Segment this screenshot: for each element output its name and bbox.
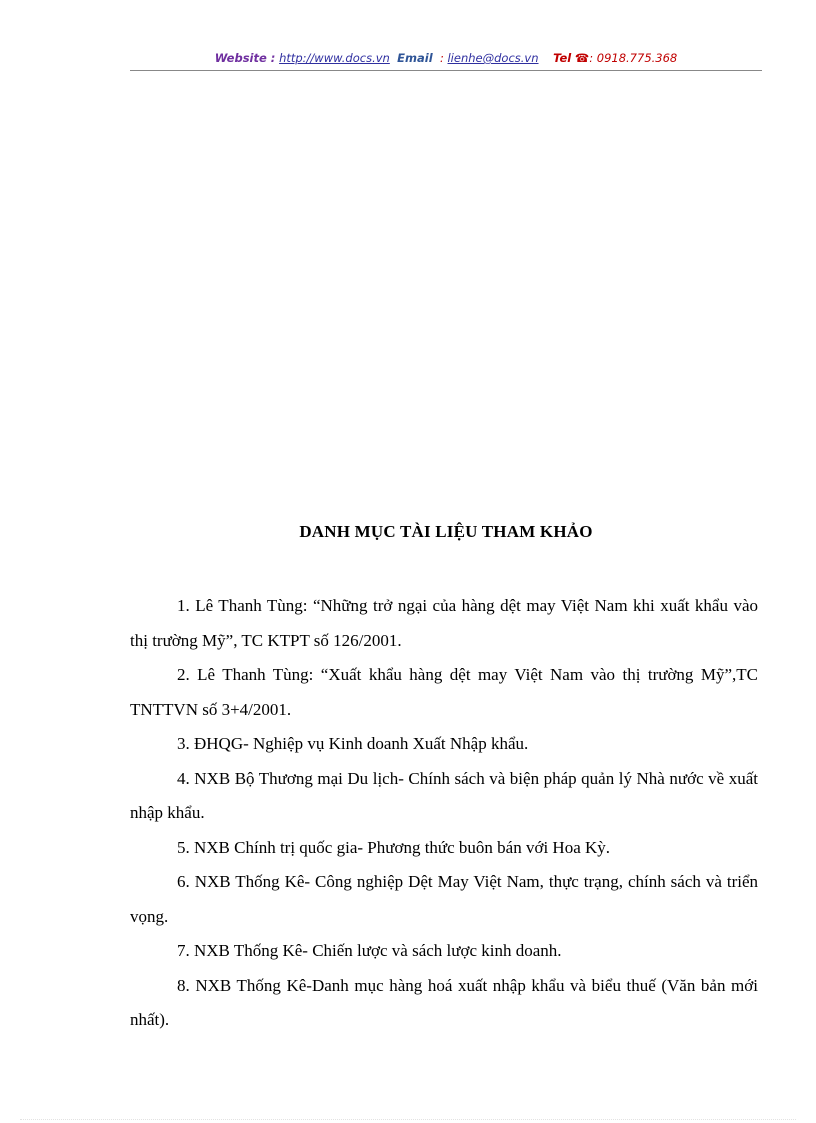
page-title: DANH MỤC TÀI LIỆU THAM KHẢO — [299, 522, 593, 541]
tel-value: : 0918.775.368 — [589, 51, 678, 65]
email-label: Email — [397, 51, 433, 65]
reference-item: 3. ĐHQG- Nghiệp vụ Kinh doanh Xuất Nhập khẩu. — [177, 734, 529, 753]
header-divider — [130, 70, 762, 71]
tel-label: Tel — [553, 51, 572, 65]
reference-item: 7. NXB Thống Kê- Chiến lược và sách lược kinh doanh. — [177, 941, 562, 960]
website-label: Website : — [214, 51, 276, 65]
email-separator: : — [439, 51, 444, 65]
reference-item: 4. NXB Bộ Thương mại Du lịch- Chính sách và biện pháp quản lý Nhà nước về xuất nhập khẩu. — [130, 768, 758, 822]
page-header — [130, 51, 762, 65]
reference-item: 6. NXB Thống Kê- Công nghiệp Dệt May Việt Nam, thực trạng, chính sách và triển vọng. — [130, 872, 758, 926]
telephone-icon: ☎ — [574, 51, 590, 65]
email-link[interactable]: lienhe@docs.vn — [447, 51, 539, 65]
reference-list — [130, 589, 758, 1038]
website-link[interactable]: http://www.docs.vn — [279, 51, 390, 65]
footer-divider — [20, 1119, 796, 1120]
reference-item: 2. Lê Thanh Tùng: “Xuất khẩu hàng dệt may Việt Nam vào thị trường Mỹ”,TC TNTTVN số 3+4/2001. — [130, 665, 758, 719]
reference-item: 8. NXB Thống Kê-Danh mục hàng hoá xuất nhập khẩu và biểu thuế (Văn bản mới nhất). — [130, 975, 758, 1029]
reference-item: 1. Lê Thanh Tùng: “Những trở ngại của hàng dệt may Việt Nam khi xuất khẩu vào thị trường Mỹ”, TC KTPT số 126/2001. — [130, 596, 758, 650]
reference-item: 5. NXB Chính trị quốc gia- Phương thức buôn bán với Hoa Kỳ. — [177, 837, 611, 857]
